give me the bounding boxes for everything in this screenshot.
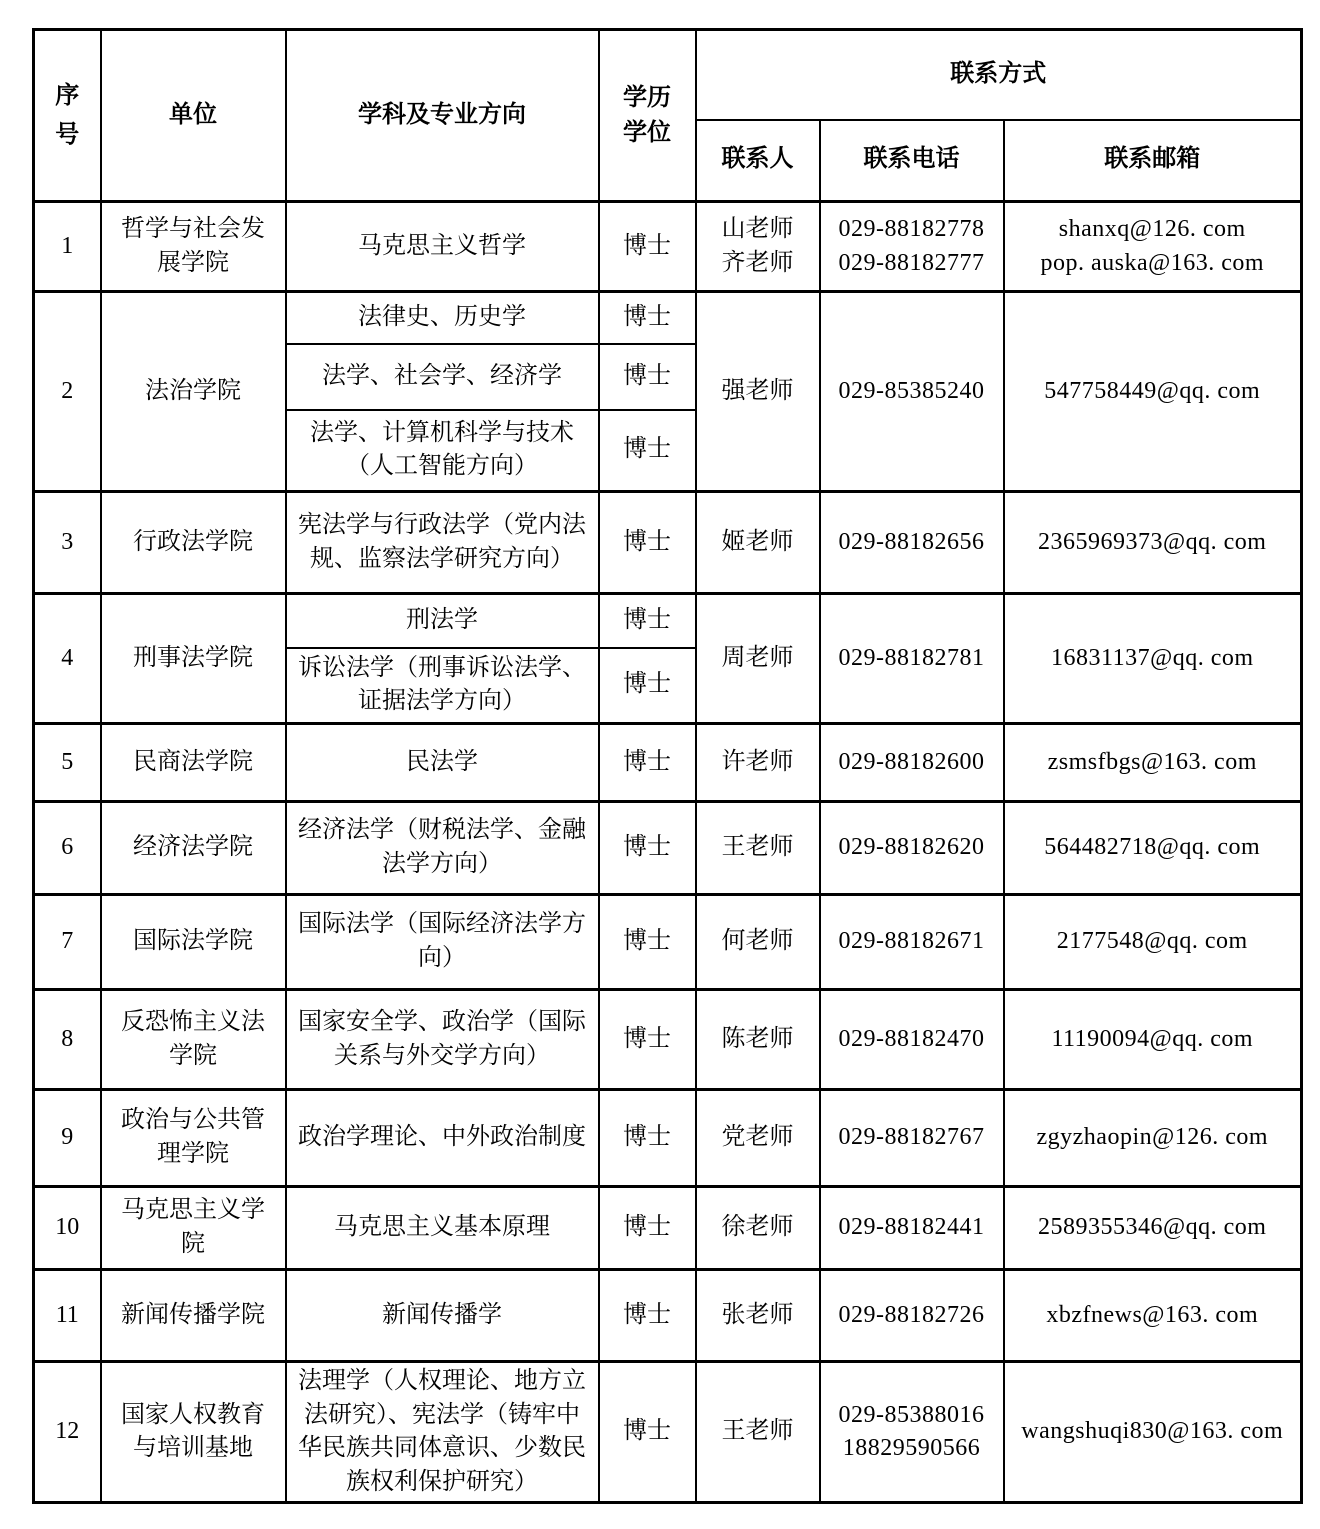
cell-contact-phone [820, 492, 1004, 594]
header-no [34, 30, 101, 202]
cell-no: 6 [34, 802, 101, 895]
contact-phone-line: 029-88182470 [838, 1025, 985, 1052]
record-row-7 [34, 895, 1302, 990]
contact-person-line: 周老师 [721, 644, 794, 671]
cell-degree: 博士 [599, 1187, 696, 1270]
header-contact-group: 联系方式 [696, 30, 1302, 120]
contact-person-line: 强老师 [721, 377, 794, 404]
cell-no: 5 [34, 724, 101, 802]
cell-discipline: 国家安全学、政治学（国际关系与外交学方向） [286, 990, 599, 1090]
contact-person-line: 何老师 [721, 928, 794, 955]
cell-contact-phone [820, 1090, 1004, 1187]
cell-contact-person [696, 1362, 820, 1503]
record-row-6 [34, 802, 1302, 895]
cell-no: 3 [34, 492, 101, 594]
cell-contact-phone [820, 292, 1004, 492]
contact-phone-line: 029-88182671 [838, 928, 985, 955]
cell-unit: 行政法学院 [101, 492, 286, 594]
record-row-10 [34, 1187, 1302, 1270]
contact-person-line: 姬老师 [721, 528, 794, 555]
header-unit: 单位 [101, 30, 286, 202]
cell-degree: 博士 [599, 648, 696, 724]
cell-no: 9 [34, 1090, 101, 1187]
cell-discipline: 法律史、历史学 [286, 292, 599, 344]
cell-contact-email [1004, 492, 1302, 594]
contact-email-line: 547758449@qq. com [1044, 377, 1261, 404]
cell-unit: 马克思主义学院 [101, 1187, 286, 1270]
cell-unit: 政治与公共管理学院 [101, 1090, 286, 1187]
contact-phone-line: 029-88182620 [838, 834, 985, 861]
cell-no: 11 [34, 1270, 101, 1362]
cell-contact-email [1004, 1362, 1302, 1503]
cell-unit: 国家人权教育与培训基地 [101, 1362, 286, 1503]
record-row-5 [34, 724, 1302, 802]
contact-person-line: 徐老师 [721, 1214, 794, 1241]
cell-contact-person [696, 492, 820, 594]
contact-email-line: 2589355346@qq. com [1038, 1214, 1267, 1241]
contact-phone-line: 029-88182656 [838, 528, 985, 555]
cell-discipline: 国际法学（国际经济法学方向） [286, 895, 599, 990]
cell-contact-person [696, 202, 820, 292]
cell-no: 1 [34, 202, 101, 292]
record-row-3 [34, 492, 1302, 594]
cell-contact-phone [820, 1362, 1004, 1503]
record-row-12 [34, 1362, 1302, 1503]
record-row-4 [34, 594, 1302, 648]
cell-no: 8 [34, 990, 101, 1090]
cell-contact-phone [820, 724, 1004, 802]
cell-degree: 博士 [599, 410, 696, 492]
header-contact-person: 联系人 [696, 120, 820, 202]
cell-contact-phone [820, 802, 1004, 895]
cell-no: 10 [34, 1187, 101, 1270]
cell-degree: 博士 [599, 1270, 696, 1362]
contact-phone-line: 029-88182441 [838, 1214, 985, 1241]
contact-email-line: 564482718@qq. com [1044, 834, 1261, 861]
cell-no: 4 [34, 594, 101, 724]
contact-email-line: shanxq@126. com [1058, 215, 1246, 242]
contact-table [32, 28, 1303, 1504]
record-row-9 [34, 1090, 1302, 1187]
contact-phone-line: 029-88182726 [838, 1301, 985, 1328]
record-row-8 [34, 990, 1302, 1090]
contact-email-line: zgyzhaopin@126. com [1036, 1124, 1269, 1151]
cell-contact-email [1004, 1187, 1302, 1270]
cell-degree: 博士 [599, 895, 696, 990]
contact-person-line: 齐老师 [721, 249, 794, 276]
header-no-label: 序号 [55, 83, 80, 148]
contact-phone-line: 029-88182767 [838, 1124, 985, 1151]
contact-person-line: 王老师 [721, 834, 794, 861]
cell-degree: 博士 [599, 202, 696, 292]
cell-contact-phone [820, 990, 1004, 1090]
cell-contact-email [1004, 802, 1302, 895]
cell-discipline: 马克思主义基本原理 [286, 1187, 599, 1270]
cell-discipline: 法学、计算机科学与技术（人工智能方向） [286, 410, 599, 492]
cell-unit: 刑事法学院 [101, 594, 286, 724]
cell-discipline: 经济法学（财税法学、金融法学方向） [286, 802, 599, 895]
cell-contact-phone [820, 1187, 1004, 1270]
cell-unit: 新闻传播学院 [101, 1270, 286, 1362]
cell-degree: 博士 [599, 1362, 696, 1503]
cell-degree: 博士 [599, 990, 696, 1090]
cell-unit: 法治学院 [101, 292, 286, 492]
cell-discipline: 法理学（人权理论、地方立法研究）、宪法学（铸牢中华民族共同体意识、少数民族权利保护研究） [286, 1362, 599, 1503]
cell-contact-person [696, 594, 820, 724]
cell-contact-email [1004, 202, 1302, 292]
cell-discipline: 诉讼法学（刑事诉讼法学、证据法学方向） [286, 648, 599, 724]
contact-email-line: 2365969373@qq. com [1038, 528, 1267, 555]
contact-person-line: 王老师 [721, 1418, 794, 1445]
cell-contact-email [1004, 292, 1302, 492]
cell-contact-email [1004, 1270, 1302, 1362]
header-row-top [34, 30, 1302, 120]
cell-contact-person [696, 724, 820, 802]
cell-unit: 国际法学院 [101, 895, 286, 990]
cell-no: 2 [34, 292, 101, 492]
cell-degree: 博士 [599, 1090, 696, 1187]
cell-unit: 哲学与社会发展学院 [101, 202, 286, 292]
cell-discipline: 宪法学与行政法学（党内法规、监察法学研究方向） [286, 492, 599, 594]
cell-degree: 博士 [599, 292, 696, 344]
contact-person-line: 许老师 [721, 748, 794, 775]
record-row-11 [34, 1270, 1302, 1362]
contact-phone-line: 029-85385240 [838, 377, 985, 404]
cell-contact-person [696, 895, 820, 990]
cell-contact-email [1004, 1090, 1302, 1187]
cell-discipline: 政治学理论、中外政治制度 [286, 1090, 599, 1187]
contact-person-line: 张老师 [721, 1301, 794, 1328]
contact-email-line: 2177548@qq. com [1056, 928, 1248, 955]
cell-degree: 博士 [599, 344, 696, 410]
cell-contact-email [1004, 724, 1302, 802]
contact-phone-line: 029-85388016 [838, 1401, 985, 1428]
contact-phone-line: 18829590566 [842, 1435, 981, 1462]
contact-email-line: 11190094@qq. com [1051, 1025, 1254, 1052]
cell-discipline: 新闻传播学 [286, 1270, 599, 1362]
cell-unit: 经济法学院 [101, 802, 286, 895]
header-discipline: 学科及专业方向 [286, 30, 599, 202]
cell-contact-phone [820, 594, 1004, 724]
contact-phone-line: 029-88182777 [838, 249, 985, 276]
cell-discipline: 民法学 [286, 724, 599, 802]
cell-discipline: 马克思主义哲学 [286, 202, 599, 292]
contact-table-container [32, 28, 1303, 1504]
cell-no: 12 [34, 1362, 101, 1503]
contact-phone-line: 029-88182600 [838, 748, 985, 775]
cell-no: 7 [34, 895, 101, 990]
cell-degree: 博士 [599, 492, 696, 594]
cell-contact-email [1004, 990, 1302, 1090]
header-degree [599, 30, 696, 202]
cell-degree: 博士 [599, 724, 696, 802]
cell-unit: 民商法学院 [101, 724, 286, 802]
contact-email-line: pop. auska@163. com [1040, 249, 1265, 276]
cell-contact-person [696, 990, 820, 1090]
cell-contact-person [696, 1270, 820, 1362]
contact-person-line: 党老师 [721, 1124, 794, 1151]
cell-contact-email [1004, 594, 1302, 724]
header-contact-phone: 联系电话 [820, 120, 1004, 202]
header-degree-label: 学历学位 [623, 84, 671, 146]
cell-discipline: 刑法学 [286, 594, 599, 648]
header-contact-email: 联系邮箱 [1004, 120, 1302, 202]
cell-contact-email [1004, 895, 1302, 990]
contact-person-line: 陈老师 [721, 1025, 794, 1052]
cell-contact-phone [820, 202, 1004, 292]
record-row-1 [34, 202, 1302, 292]
contact-phone-line: 029-88182781 [838, 644, 985, 671]
contact-email-line: wangshuqi830@163. com [1021, 1418, 1284, 1445]
cell-contact-phone [820, 1270, 1004, 1362]
contact-phone-line: 029-88182778 [838, 215, 985, 242]
contact-email-line: 16831137@qq. com [1051, 644, 1254, 671]
cell-degree: 博士 [599, 802, 696, 895]
contact-person-line: 山老师 [721, 215, 794, 242]
cell-contact-person [696, 1187, 820, 1270]
cell-contact-person [696, 292, 820, 492]
contact-email-line: xbzfnews@163. com [1046, 1301, 1259, 1328]
cell-unit: 反恐怖主义法学院 [101, 990, 286, 1090]
contact-email-line: zsmsfbgs@163. com [1047, 748, 1257, 775]
cell-degree: 博士 [599, 594, 696, 648]
record-row-2 [34, 292, 1302, 344]
cell-contact-person [696, 802, 820, 895]
cell-contact-person [696, 1090, 820, 1187]
cell-discipline: 法学、社会学、经济学 [286, 344, 599, 410]
cell-contact-phone [820, 895, 1004, 990]
